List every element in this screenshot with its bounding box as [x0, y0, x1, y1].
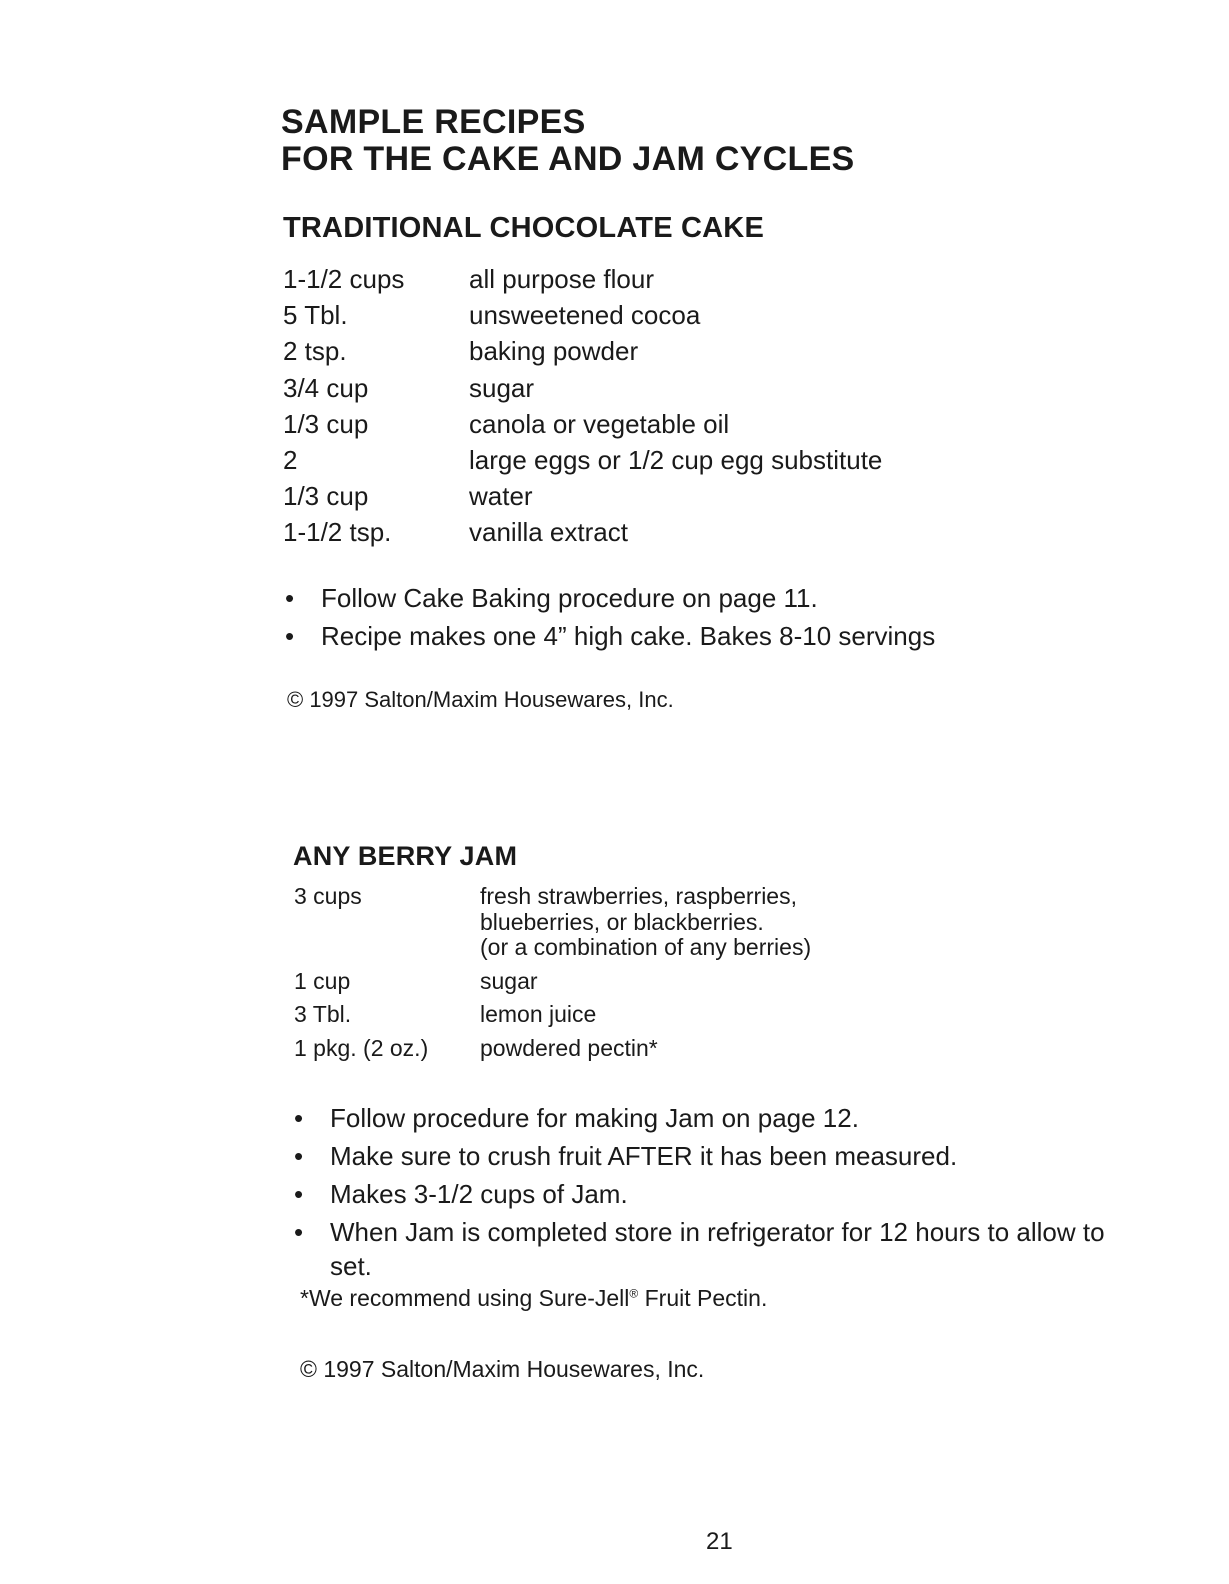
- registered-mark: ®: [629, 1286, 639, 1301]
- ingredient-quantity: 1-1/2 tsp.: [283, 517, 392, 548]
- ingredient-name: canola or vegetable oil: [469, 408, 730, 439]
- ingredient-quantity: 1 pkg. (2 oz.): [294, 1034, 429, 1061]
- ingredient-quantity: 2: [283, 444, 298, 475]
- ingredient-quantity: 5 Tbl.: [283, 300, 348, 331]
- ingredient-name: sugar: [480, 967, 538, 994]
- ingredient-row: [283, 478, 1003, 514]
- ingredient-name: powdered pectin*: [480, 1034, 658, 1061]
- ingredient-name: all purpose flour: [469, 264, 654, 294]
- ingredient-row: [283, 297, 1003, 333]
- instruction-bullet: • Recipe makes one 4” high cake. Bakes 8-10 servings: [283, 617, 1043, 655]
- ingredient-row: [283, 406, 1003, 442]
- instruction-bullet: • Make sure to crush fruit AFTER it has been measured.: [292, 1139, 1112, 1173]
- ingredient-name: baking powder: [469, 336, 639, 367]
- cake-copyright-notice: © 1997 Salton/Maxim Housewares, Inc.: [287, 687, 674, 712]
- ingredient-row: [294, 1002, 914, 1028]
- jam-ingredient-list: [294, 884, 914, 1069]
- ingredient-name: large eggs or 1/2 cup egg substitute: [469, 444, 883, 475]
- ingredient-quantity: 1/3 cup: [283, 481, 369, 512]
- ingredient-row: [283, 261, 1003, 297]
- ingredient-name: vanilla extract: [469, 517, 628, 548]
- jam-instruction-list: [292, 1101, 1112, 1287]
- instruction-bullet: • Makes 3-1/2 cups of Jam.: [292, 1177, 1112, 1211]
- ingredient-row: [283, 514, 1003, 550]
- pectin-footnote: [300, 1285, 767, 1312]
- footnote-text-end: Fruit Pectin.: [638, 1285, 768, 1311]
- instruction-bullet: • Follow Cake Baking procedure on page 11.: [283, 579, 1043, 617]
- cake-instruction-list: [283, 579, 1043, 655]
- ingredient-quantity: 3 cups: [294, 883, 362, 909]
- ingredient-name: lemon juice: [480, 1001, 597, 1027]
- page-number: 21: [706, 1528, 733, 1555]
- ingredient-name: water: [469, 481, 533, 512]
- ingredient-name: fresh strawberries, raspberries, blueberries, or blackberries. (or a combination of any berries): [480, 883, 812, 960]
- page-title-line-1: SAMPLE RECIPES: [281, 103, 586, 141]
- ingredient-quantity: 1 cup: [294, 967, 351, 994]
- ingredient-row: [283, 442, 1003, 478]
- ingredient-row: [294, 969, 914, 995]
- ingredient-row: [294, 1036, 914, 1062]
- ingredient-name: sugar: [469, 372, 535, 403]
- instruction-bullet: • Follow procedure for making Jam on page 12.: [292, 1101, 1112, 1135]
- page-title: [281, 104, 855, 178]
- ingredient-quantity: 1/3 cup: [283, 408, 369, 439]
- footnote-text: *We recommend using Sure-Jell: [300, 1285, 630, 1311]
- ingredient-quantity: 3 Tbl.: [294, 1001, 352, 1027]
- cake-ingredient-list: [283, 261, 1003, 551]
- instruction-bullet: • When Jam is completed store in refrigerator for 12 hours to allow to set.: [292, 1215, 1112, 1283]
- ingredient-quantity: 2 tsp.: [283, 336, 347, 367]
- ingredient-row: [294, 884, 914, 961]
- ingredient-row: [283, 333, 1003, 369]
- ingredient-quantity: 1-1/2 cups: [283, 264, 405, 294]
- ingredient-name: unsweetened cocoa: [469, 300, 701, 331]
- ingredient-quantity: 3/4 cup: [283, 372, 369, 403]
- cake-recipe-title: TRADITIONAL CHOCOLATE CAKE: [283, 212, 764, 244]
- ingredient-row: [283, 370, 1003, 406]
- page-title-line-2: FOR THE CAKE AND JAM CYCLES: [281, 140, 855, 178]
- jam-copyright-notice: © 1997 Salton/Maxim Housewares, Inc.: [300, 1356, 705, 1382]
- jam-recipe-title: ANY BERRY JAM: [293, 841, 518, 871]
